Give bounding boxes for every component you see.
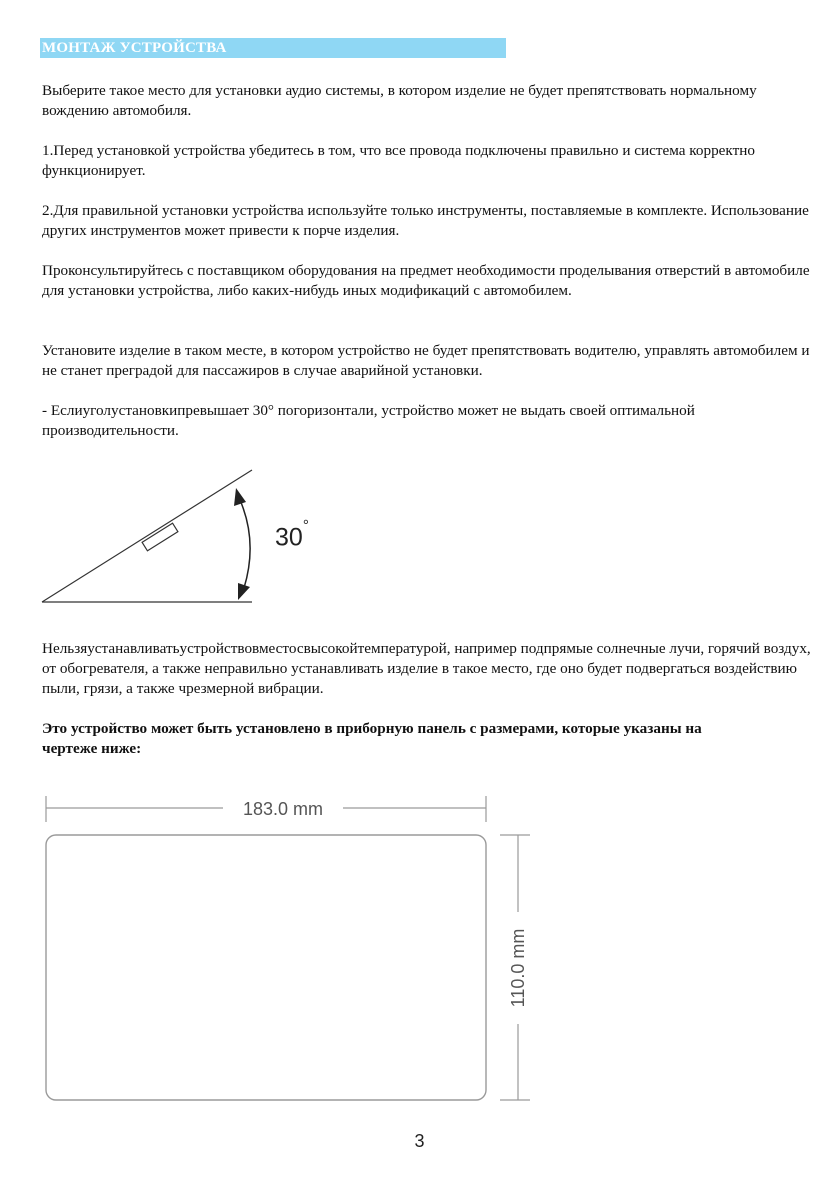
degree-symbol: ° bbox=[302, 517, 309, 534]
angle-arc bbox=[240, 500, 250, 588]
paragraph-panel-note: Это устройство может быть установлено в приборную панель с размерами, которые указаны на чертеже ниже: bbox=[42, 720, 702, 757]
paragraph-consult: Проконсультируйтесь с поставщиком оборудования на предмет необходимости проделывания отверстий в автомобиле для установки устройства, либо каких-нибудь иных модификаций с автомобилем. bbox=[42, 262, 810, 299]
width-label: 183.0 mm bbox=[242, 799, 324, 819]
paragraph-angle-note: - Еслиуголустановкипревышает 30° погоризонтали, устройство может не выдать своей оптимальной производительности. bbox=[42, 402, 695, 439]
angle-value: 30 bbox=[275, 523, 303, 552]
panel-cutout-outline bbox=[46, 835, 486, 1100]
paragraph-step1: 1.Перед установкой устройства убедитесь в том, что все провода подключены правильно и система корректно функционирует. bbox=[42, 142, 755, 179]
inclined-line bbox=[42, 470, 252, 602]
height-label: 110.0 mm bbox=[508, 928, 528, 1008]
dimension-diagram bbox=[38, 792, 538, 1112]
paragraph-avoid: Нельзяустанавливатьустройствовместосвысокойтемпературой, например подпрямые солнечные лучи, горячий воздух, от обогревателя, а также неправильно устанавливать изделие в такое место, где оно будет подвергаться воздействию пыли, грязи, а также чрезмерной вибрации. bbox=[42, 640, 811, 697]
angle-diagram bbox=[40, 462, 260, 612]
section-title: МОНТАЖ УСТРОЙСТВА bbox=[40, 38, 506, 58]
page-number: 3 bbox=[414, 1131, 425, 1151]
paragraph-step2: 2.Для правильной установки устройства используйте только инструменты, поставляемые в комплекте. Использование других инструментов может привести к порче изделия. bbox=[42, 202, 809, 239]
arc-arrow-up-icon bbox=[234, 488, 246, 506]
paragraph-placement: Установите изделие в таком месте, в котором устройство не будет препятствовать водителю, управлять автомобилем и не станет преградой для пассажиров в случае аварийной установки. bbox=[42, 342, 810, 379]
angle-label bbox=[275, 517, 309, 552]
paragraph-intro: Выберите такое место для установки аудио системы, в котором изделие не будет препятствовать нормальному вождению автомобиля. bbox=[42, 82, 757, 119]
arc-arrow-down-icon bbox=[238, 583, 250, 600]
